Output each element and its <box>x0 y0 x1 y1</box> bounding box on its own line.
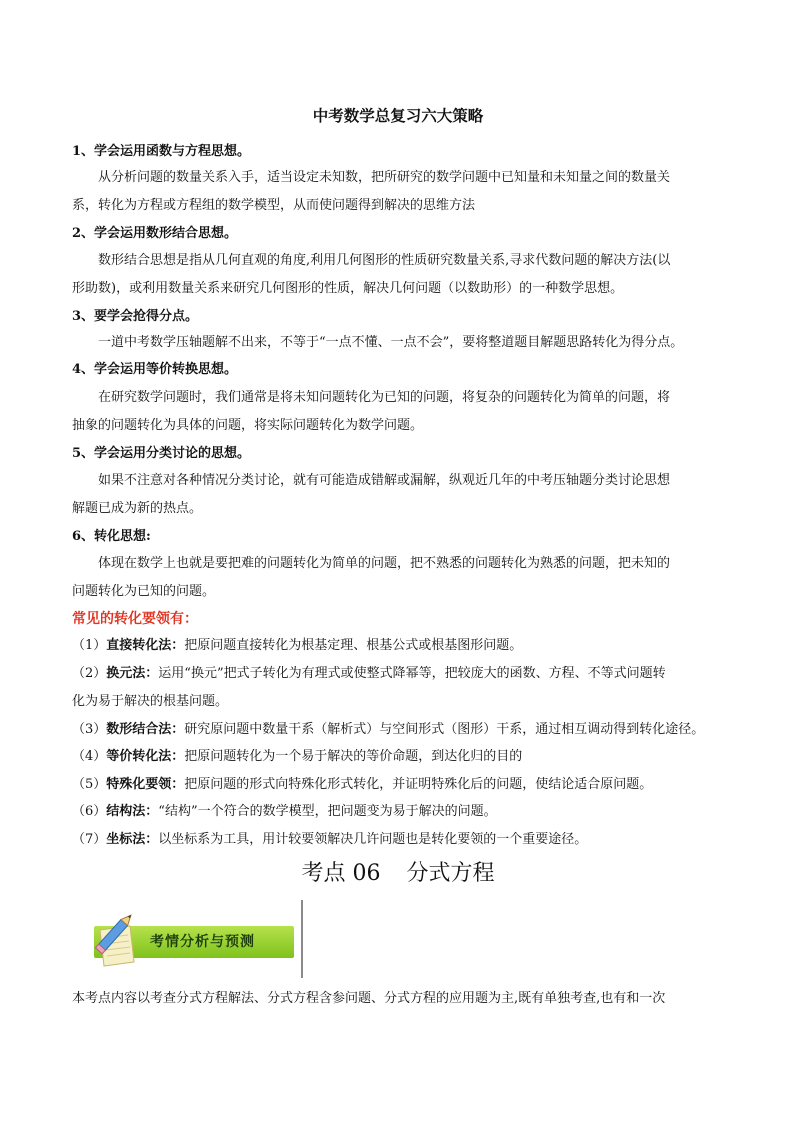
method-text: 化为易于解决的根基问题。 <box>72 694 229 709</box>
section-body-3 <box>72 329 724 357</box>
method-number: （6） <box>72 804 107 819</box>
paragraph-line: 抽象的问题转化为具体的问题，将实际问题转化为数学问题。 <box>72 418 424 433</box>
paragraph-line: 在研究数学问题时，我们通常是将未知问题转化为已知的问题，将复杂的问题转化为简单的问题，将 <box>98 390 671 405</box>
method-name: 换元法： <box>106 666 159 681</box>
paragraph-line: 从分析问题的数量关系入手，适当设定未知数，把所研究的数学问题中已知量和未知量之间的数量关 <box>98 170 671 185</box>
method-text: 研究原问题中数量干系（解析式）与空间形式（图形）干系，通过相互调动得到转化途径。 <box>184 722 705 737</box>
method-text: 以坐标系为工具，用计较要领解决几许问题也是转化要领的一个重要途径。 <box>158 832 588 847</box>
paragraph-line: 形助数)，或利用数量关系来研究几何图形的性质，解决几何问题（以数助形）的一种数学思想。 <box>72 281 624 296</box>
kaodian-heading <box>72 858 724 890</box>
section-body-2 <box>72 247 724 303</box>
method-item-4 <box>72 743 724 771</box>
section-body-4 <box>72 384 724 440</box>
method-item-7 <box>72 826 724 854</box>
method-name: 坐标法： <box>106 832 159 847</box>
paragraph-line: 一道中考数学压轴题解不出来，不等于“一点不懂、一点不会”，要将整道题目解题思路转化为得分点。 <box>98 335 684 350</box>
method-number: （4） <box>72 749 107 764</box>
section-body-6 <box>72 550 724 606</box>
section-heading-2: 2、学会运用数形结合思想。 <box>72 226 238 241</box>
method-number: （3） <box>72 722 107 737</box>
common-methods-heading: 常见的转化要领有： <box>72 611 198 627</box>
divider-line <box>301 900 303 978</box>
section-banner <box>86 906 296 970</box>
paragraph-line: 体现在数学上也就是要把难的问题转化为简单的问题，把不熟悉的问题转化为熟悉的问题，把未知的 <box>98 556 671 571</box>
method-item-5 <box>72 771 724 799</box>
document-title: 中考数学总复习六大策略 <box>312 106 484 125</box>
section-heading-1: 1、学会运用函数与方程思想。 <box>72 144 251 159</box>
method-item-2 <box>72 660 724 688</box>
section-heading-3: 3、要学会抢得分点。 <box>72 309 199 324</box>
kaodian-topic: 分式方程 <box>406 861 495 886</box>
method-name: 直接转化法： <box>106 638 185 653</box>
paragraph-line: 数形结合思想是指从几何直观的角度,利用几何图形的性质研究数量关系,寻求代数问题的解决方法(以 <box>98 253 671 268</box>
method-name: 数形结合法： <box>106 722 185 737</box>
method-name: 等价转化法： <box>106 749 185 764</box>
method-item-2-continued <box>72 688 724 716</box>
paragraph-line: 系，转化为方程或方程组的数学模型，从而使问题得到解决的思维方法 <box>72 198 476 213</box>
banner-text: 考情分析与预测 <box>150 934 255 950</box>
intro-paragraph-line: 本考点内容以考查分式方程解法、分式方程含参问题、分式方程的应用题为主,既有单独考查,也有和一次 <box>72 991 666 1006</box>
method-item-6 <box>72 798 724 826</box>
section-heading-4: 4、学会运用等价转换思想。 <box>72 362 238 377</box>
method-text: 运用“换元”把式子转化为有理式或使整式降幂等，把较庞大的函数、方程、不等式问题转 <box>158 666 666 681</box>
method-number: （2） <box>72 666 107 681</box>
method-name: 结构法： <box>106 804 159 819</box>
method-text: 把原问题直接转化为根基定理、根基公式或根基图形问题。 <box>184 638 523 653</box>
section-heading-5: 5、学会运用分类讨论的思想。 <box>72 446 251 461</box>
paragraph-line: 问题转化为已知的问题。 <box>72 584 216 599</box>
section-body-1 <box>72 164 724 220</box>
method-number: （1） <box>72 638 107 653</box>
method-text: “结构”一个符合的数学模型，把问题变为易于解决的问题。 <box>158 804 497 819</box>
method-item-3 <box>72 716 724 744</box>
pencil-paper-icon <box>86 906 146 968</box>
method-item-1 <box>72 632 724 660</box>
section-heading-6: 6、转化思想: <box>72 529 151 544</box>
method-text: 把原问题的形式向特殊化形式转化，并证明特殊化后的问题，使结论适合原问题。 <box>184 777 653 792</box>
kaodian-label: 考点 06 <box>301 861 381 886</box>
section-body-5 <box>72 467 724 523</box>
method-number: （5） <box>72 777 107 792</box>
paragraph-line: 解题已成为新的热点。 <box>72 501 203 516</box>
method-name: 特殊化要领： <box>106 777 185 792</box>
paragraph-line: 如果不注意对各种情况分类讨论，就有可能造成错解或漏解，纵观近几年的中考压轴题分类讨论思想 <box>98 473 671 488</box>
method-text: 把原问题转化为一个易于解决的等价命题，到达化归的目的 <box>184 749 523 764</box>
method-number: （7） <box>72 832 107 847</box>
